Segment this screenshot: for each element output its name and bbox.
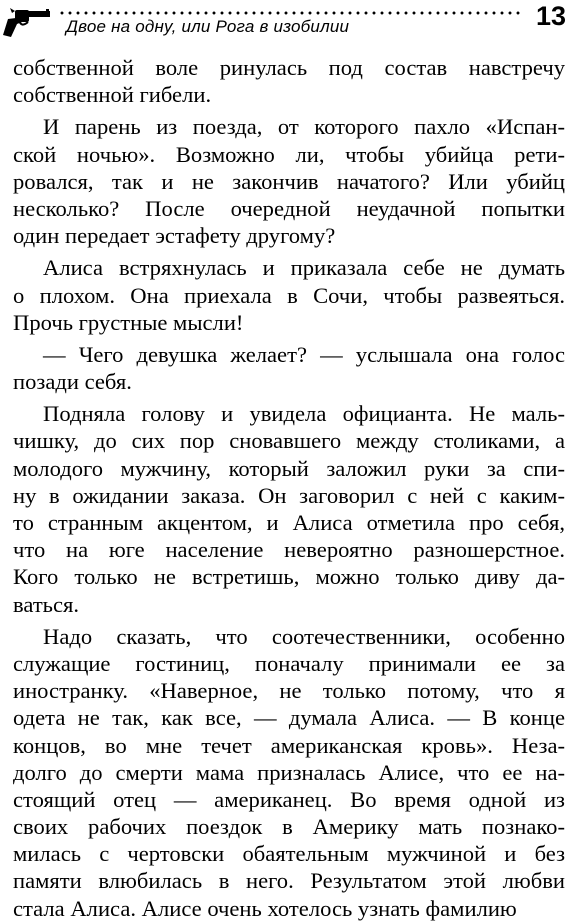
text-line: долго до смерти мама призналась Алисе, что ее на-: [13, 759, 565, 785]
text-line: Алиса встряхнулась и приказала себе не думать: [43, 255, 565, 281]
text-line: молодого мужчину, который заложил руки за спи-: [13, 455, 565, 481]
text-line: — Чего девушка желает? — услышала она голос: [43, 341, 565, 367]
text-line: позади себя.: [13, 369, 132, 395]
text-line: И парень из поезда, от которого пахло «Испан-: [43, 114, 565, 140]
text-line: служащие гостиниц, поначалу принимали ее за: [13, 650, 565, 676]
text-line: собственной воле ринулась под состав навстречу: [13, 55, 565, 80]
text-line: то странным акцентом, и Алиса отметила про себя,: [13, 510, 565, 535]
revolver-icon: [2, 8, 52, 38]
text-line: своих рабочих поездок в Америку мать познако-: [13, 814, 565, 840]
page-header: [0, 0, 578, 50]
text-line: ской ночью». Возможно ли, чтобы убийца рети-: [13, 141, 565, 167]
text-line: ваться.: [13, 591, 80, 617]
text-line: одета не так, как все, — думала Алиса. — В конце: [13, 705, 565, 731]
text-line: Кого только не встретишь, можно только диву да-: [13, 564, 565, 590]
text-line: иностранку. «Наверное, не только потому, что я: [13, 678, 565, 704]
text-line: Надо сказать, что соотечественники, особенно: [43, 623, 565, 649]
body-text: [13, 54, 565, 922]
text-line: Прочь грустные мысли!: [13, 309, 244, 335]
page-number: 13: [535, 1, 566, 31]
text-line: один передает эстафету другому?: [13, 223, 336, 249]
text-line: собственной гибели.: [13, 82, 212, 108]
text-line: несколько? После очередной неудачной попытки: [13, 195, 565, 221]
dotted-rule: [58, 11, 520, 15]
text-line: ровался, так и не закончив начатого? Или убийц: [13, 168, 565, 194]
text-line: Подняла голову и увидела официанта. Не маль-: [43, 401, 565, 427]
running-title: Двое на одну, или Рога в изобилии: [66, 17, 350, 36]
text-line: памяти влюбилась в него. Результатом этой любви: [13, 868, 565, 894]
text-line: чишку, до сих пор сновавшего между столиками, а: [13, 428, 565, 454]
text-line: что на юге население невероятно разношерстное.: [13, 537, 565, 563]
text-line: милась с чертовски обаятельным мужчиной и без: [13, 841, 565, 867]
text-line: стала Алиса. Алисе очень хотелось узнать фамилию: [13, 895, 517, 921]
text-line: о плохом. Она приехала в Сочи, чтобы развеяться.: [13, 282, 565, 308]
text-line: ну в ожидании заказа. Он заговорил с ней с каким-: [13, 482, 565, 508]
text-line: концов, во мне течет американская кровь». Неза-: [13, 732, 565, 758]
text-line: стоящий отец — американец. Во время одной из: [13, 786, 565, 812]
